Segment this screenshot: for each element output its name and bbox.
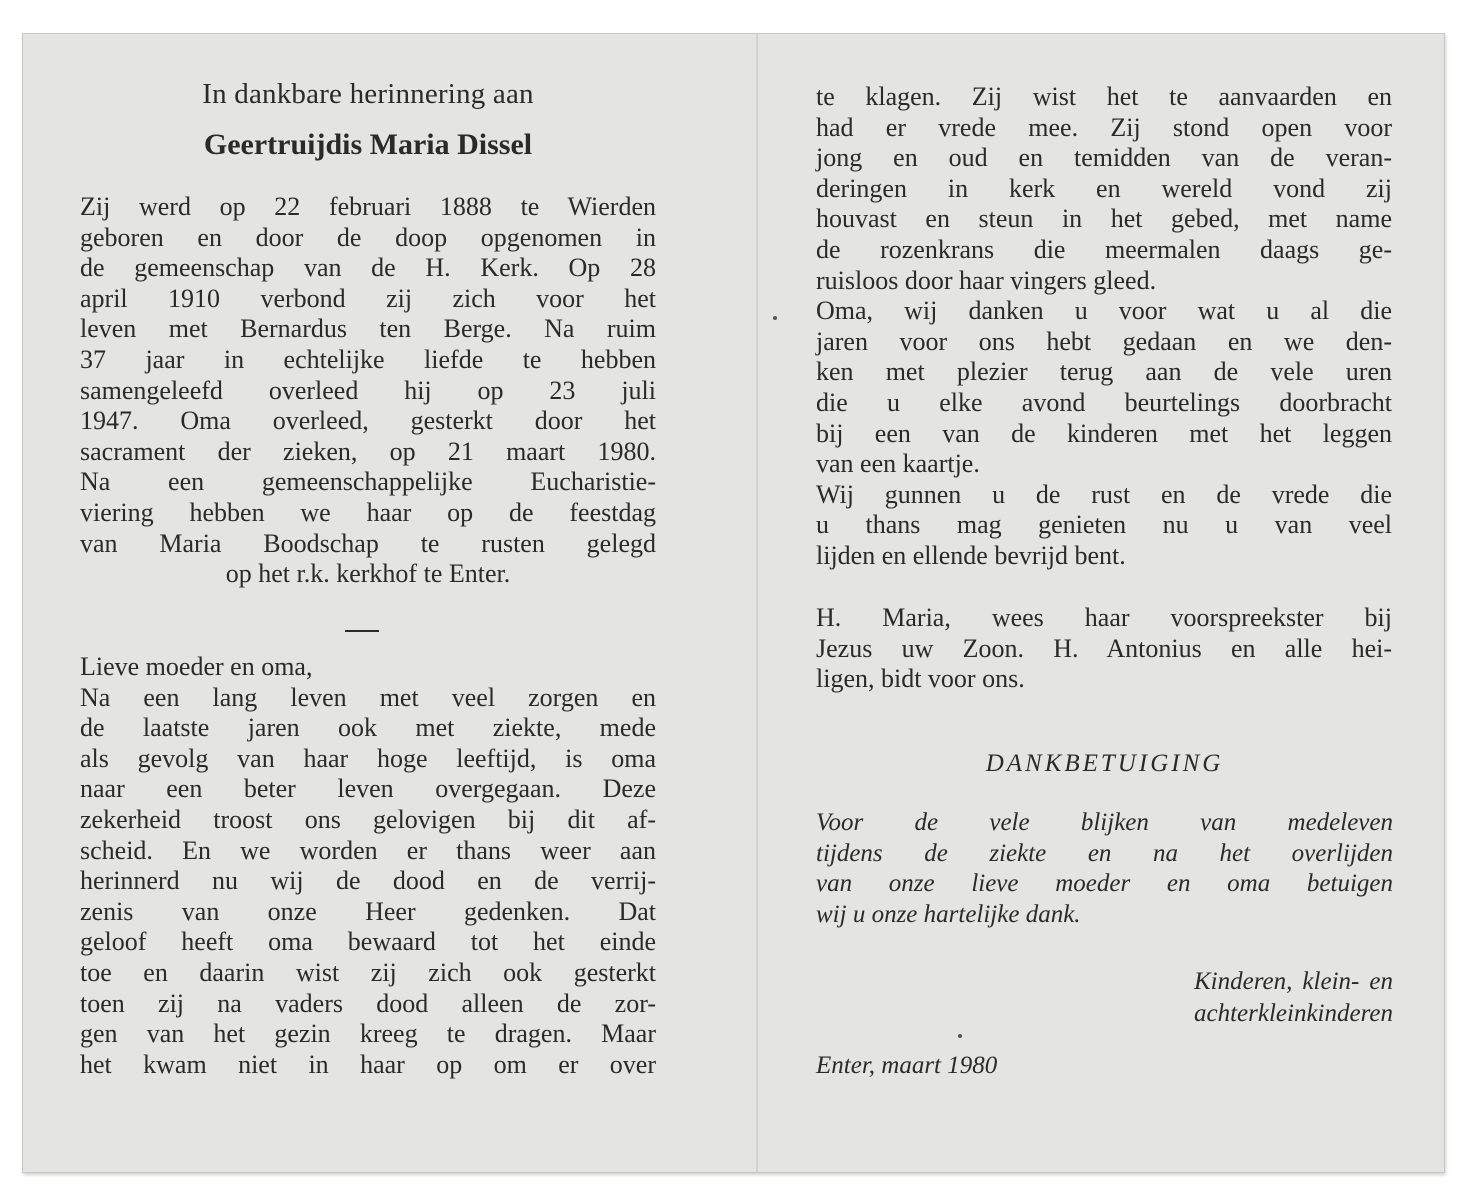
letter-line: scheid. En we worden er thans weer aan: [80, 835, 656, 865]
biography-line: samengeleefd overleed hij op 23 juli: [80, 375, 656, 405]
signature: [1194, 966, 1393, 1030]
letter-line: bij een van de kinderen met het leggen: [816, 418, 1392, 448]
biography-line: sacrament der zieken, op 21 maart 1980.: [80, 436, 656, 466]
prayer: [816, 603, 1392, 695]
biography-line: Na een gemeenschappelijke Eucharistie-: [80, 467, 656, 497]
letter-line: herinnerd nu wij de dood en de verrij-: [80, 866, 656, 896]
fold-crease: [756, 34, 758, 1172]
letter-left: [80, 652, 656, 1080]
biography-line: april 1910 verbond zij zich voor het: [80, 283, 656, 313]
letter-line: zenis van onze Heer gedenken. Dat: [80, 896, 656, 926]
letter-line: u thans mag genieten nu u van veel: [816, 510, 1392, 540]
prayer-line: ligen, bidt voor ons.: [816, 664, 1025, 694]
thanks-line: Voor de vele blijken van medeleven: [816, 809, 1393, 836]
letter-line: geloof heeft oma bewaard tot het einde: [80, 927, 656, 957]
thanks-line: wij u onze hartelijke dank.: [816, 900, 1081, 928]
biography-line: Zij werd op 22 februari 1888 te Wierden: [80, 192, 656, 221]
letter-line: ruisloos door haar vingers gleed.: [816, 265, 1157, 295]
letter-line: toen zij na vaders dood alleen de zor-: [80, 988, 656, 1018]
thanks-line: van onze lieve moeder en oma betuigen: [816, 870, 1393, 897]
biography-line: viering hebben we haar op de feestdag: [80, 497, 656, 527]
letter-line: die u elke avond beurtelings doorbracht: [816, 387, 1392, 417]
signature-line: Kinderen, klein- en: [1194, 968, 1393, 995]
letter-line: te klagen. Zij wist het te aanvaarden en: [816, 82, 1392, 111]
biography: [80, 192, 656, 590]
letter-line: toe en daarin wist zij zich ook gesterkt: [80, 957, 656, 987]
letter-line: naar een beter leven overgegaan. Deze: [80, 774, 656, 804]
paper-speck: [773, 316, 777, 320]
letter-line: het kwam niet in haar op om er over: [80, 1049, 656, 1079]
biography-line: 1947. Oma overleed, gesterkt door het: [80, 406, 656, 436]
letter-line: had er vrede mee. Zij stond open voor: [816, 112, 1392, 142]
paper-speck: [958, 1034, 962, 1038]
place-date: Enter, maart 1980: [816, 1052, 998, 1079]
biography-line: van Maria Boodschap te rusten gelegd: [80, 528, 656, 558]
letter-line: als gevolg van haar hoge leeftijd, is oma: [80, 743, 656, 773]
letter-line: gen van het gezin kreeg te dragen. Maar: [80, 1019, 656, 1049]
letter-line: houvast en steun in het gebed, met name: [816, 204, 1392, 234]
signature-line: achterkleinkinderen: [1194, 1000, 1393, 1027]
biography-line: leven met Bernardus ten Berge. Na ruim: [80, 314, 656, 344]
thanks-text: [816, 808, 1393, 930]
letter-line: jaren voor ons hebt gedaan en we den-: [816, 326, 1392, 356]
letter-line: jong en oud en temidden van de veran-: [816, 143, 1392, 173]
letter-line: van een kaartje.: [816, 449, 980, 479]
letter-line: zekerheid troost ons gelovigen bij dit af-: [80, 804, 656, 834]
biography-line: op het r.k. kerkhof te Enter.: [225, 559, 511, 589]
letter-line: de laatste jaren ook met ziekte, mede: [80, 713, 656, 743]
prayer-line: H. Maria, wees haar voorspreekster bij: [816, 603, 1392, 632]
letter-right: [816, 82, 1392, 572]
letter-line: deringen in kerk en wereld vond zij: [816, 173, 1392, 203]
prayer-line: Jezus uw Zoon. H. Antonius en alle hei-: [816, 633, 1392, 663]
section-divider: [345, 630, 379, 632]
letter-line: Lieve moeder en oma,: [80, 652, 313, 681]
intro-heading: In dankbare herinnering aan: [202, 78, 534, 110]
letter-line: ken met plezier terug aan de vele uren: [816, 357, 1392, 387]
thanks-title: DANKBETUIGING: [985, 750, 1224, 777]
letter-line: Na een lang leven met veel zorgen en: [80, 682, 656, 712]
biography-line: 37 jaar in echtelijke liefde te hebben: [80, 344, 656, 374]
deceased-name: Geertruijdis Maria Dissel: [203, 128, 533, 161]
letter-line: lijden en ellende bevrijd bent.: [816, 540, 1126, 570]
letter-line: Oma, wij danken u voor wat u al die: [816, 296, 1392, 326]
thanks-line: tijdens de ziekte en na het overlijden: [816, 839, 1393, 867]
letter-line: de rozenkrans die meermalen daags ge-: [816, 234, 1392, 264]
memorial-card: [22, 33, 1445, 1173]
letter-line: Wij gunnen u de rust en de vrede die: [816, 479, 1392, 509]
biography-line: geboren en door de doop opgenomen in: [80, 222, 656, 252]
biography-line: de gemeenschap van de H. Kerk. Op 28: [80, 253, 656, 283]
